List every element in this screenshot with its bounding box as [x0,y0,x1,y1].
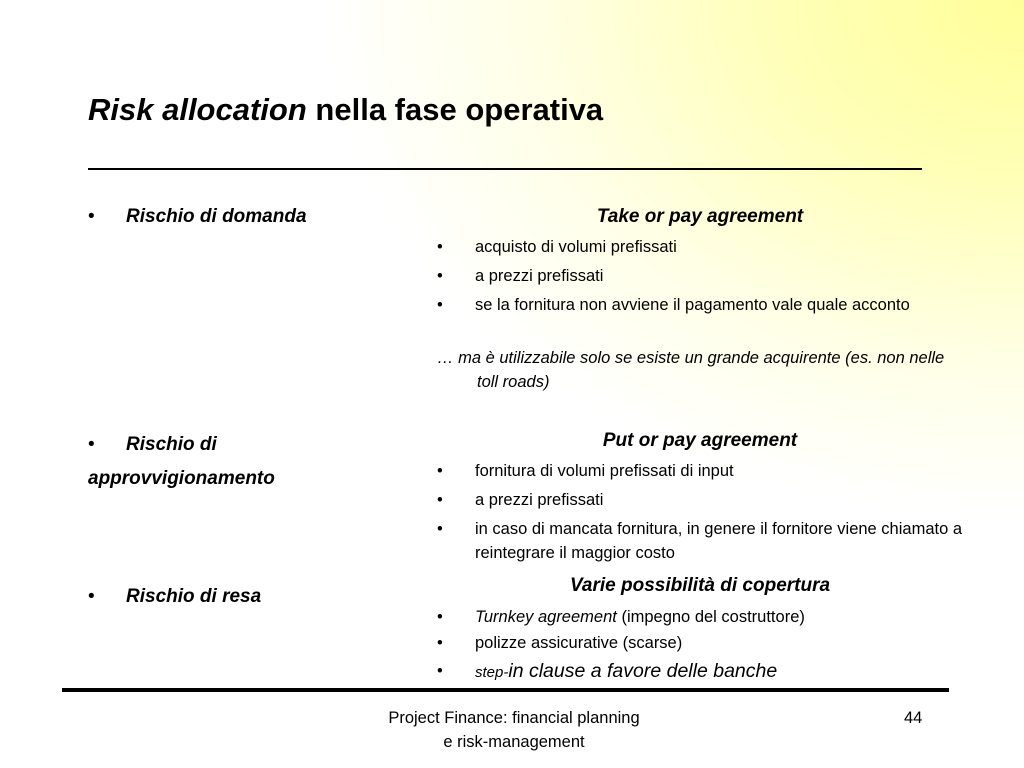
list-item [437,293,967,317]
title-underline [88,168,922,170]
list-item [437,264,967,288]
bullet: • [437,238,443,256]
bullet: • [437,520,443,538]
list-item [437,631,967,655]
footer-line-2: e risk-management [443,733,585,751]
list-item [437,235,967,259]
turnkey-rest: (impegno del costruttore) [616,608,805,626]
list-item [437,605,967,629]
bullet: • [88,586,95,607]
list-item [437,517,967,565]
list-item [437,459,967,483]
list-item-text: se la fornitura non avviene il pagamento vale quale acconto [475,296,910,314]
left-item-label: Rischio di [126,434,217,455]
list-item [437,659,967,685]
left-item-approvvigionamento-line2: approvvigionamento [88,468,275,489]
left-item-label: Rischio di resa [126,586,262,607]
list-item-text: polizze assicurative (scarse) [475,634,683,652]
varie-heading: Varie possibilità di copertura [569,575,831,596]
left-item-approvvigionamento [88,434,217,456]
bullet: • [437,491,443,509]
left-item-resa [88,586,261,608]
bullet: • [88,206,95,227]
turnkey-italic: Turnkey agreement [475,608,617,626]
page-number: 44 [904,709,923,727]
list-item-text: acquisto di volumi prefissati [475,238,677,256]
bullet: • [437,296,443,314]
title-rest: nella fase operativa [315,92,604,127]
slide-title [88,92,603,128]
list-item-text [437,605,967,629]
step-in-rest: in clause a favore delle banche [508,660,778,682]
list-item-text: a prezzi prefissati [475,267,604,285]
put-or-pay-heading: Put or pay agreement [602,430,798,451]
bullet: • [437,608,443,626]
step-in-prefix: step- [475,664,509,681]
bullet: • [88,434,95,455]
bullet: • [437,634,443,652]
list-item-text: in caso di mancata fornitura, in genere il fornitore viene chiamato a reintegrare il maggior costo [475,520,963,562]
list-item-text: fornitura di volumi prefissati di input [475,462,734,480]
footer-line-1: Project Finance: financial planning [388,709,640,727]
list-item-text [437,659,967,685]
bullet: • [437,662,443,680]
title-italic: Risk allocation [88,92,307,127]
footer-rule [62,688,949,692]
bullet: • [437,462,443,480]
list-item-text: a prezzi prefissati [475,491,604,509]
footer-text [300,706,728,754]
take-or-pay-note: … ma è utilizzabile solo se esiste un grande acquirente (es. non nelle toll roads) [437,349,945,391]
left-item-domanda [88,206,307,228]
list-item [437,488,967,512]
take-or-pay-heading: Take or pay agreement [596,206,804,227]
left-item-label: Rischio di domanda [126,206,307,227]
bullet: • [437,267,443,285]
